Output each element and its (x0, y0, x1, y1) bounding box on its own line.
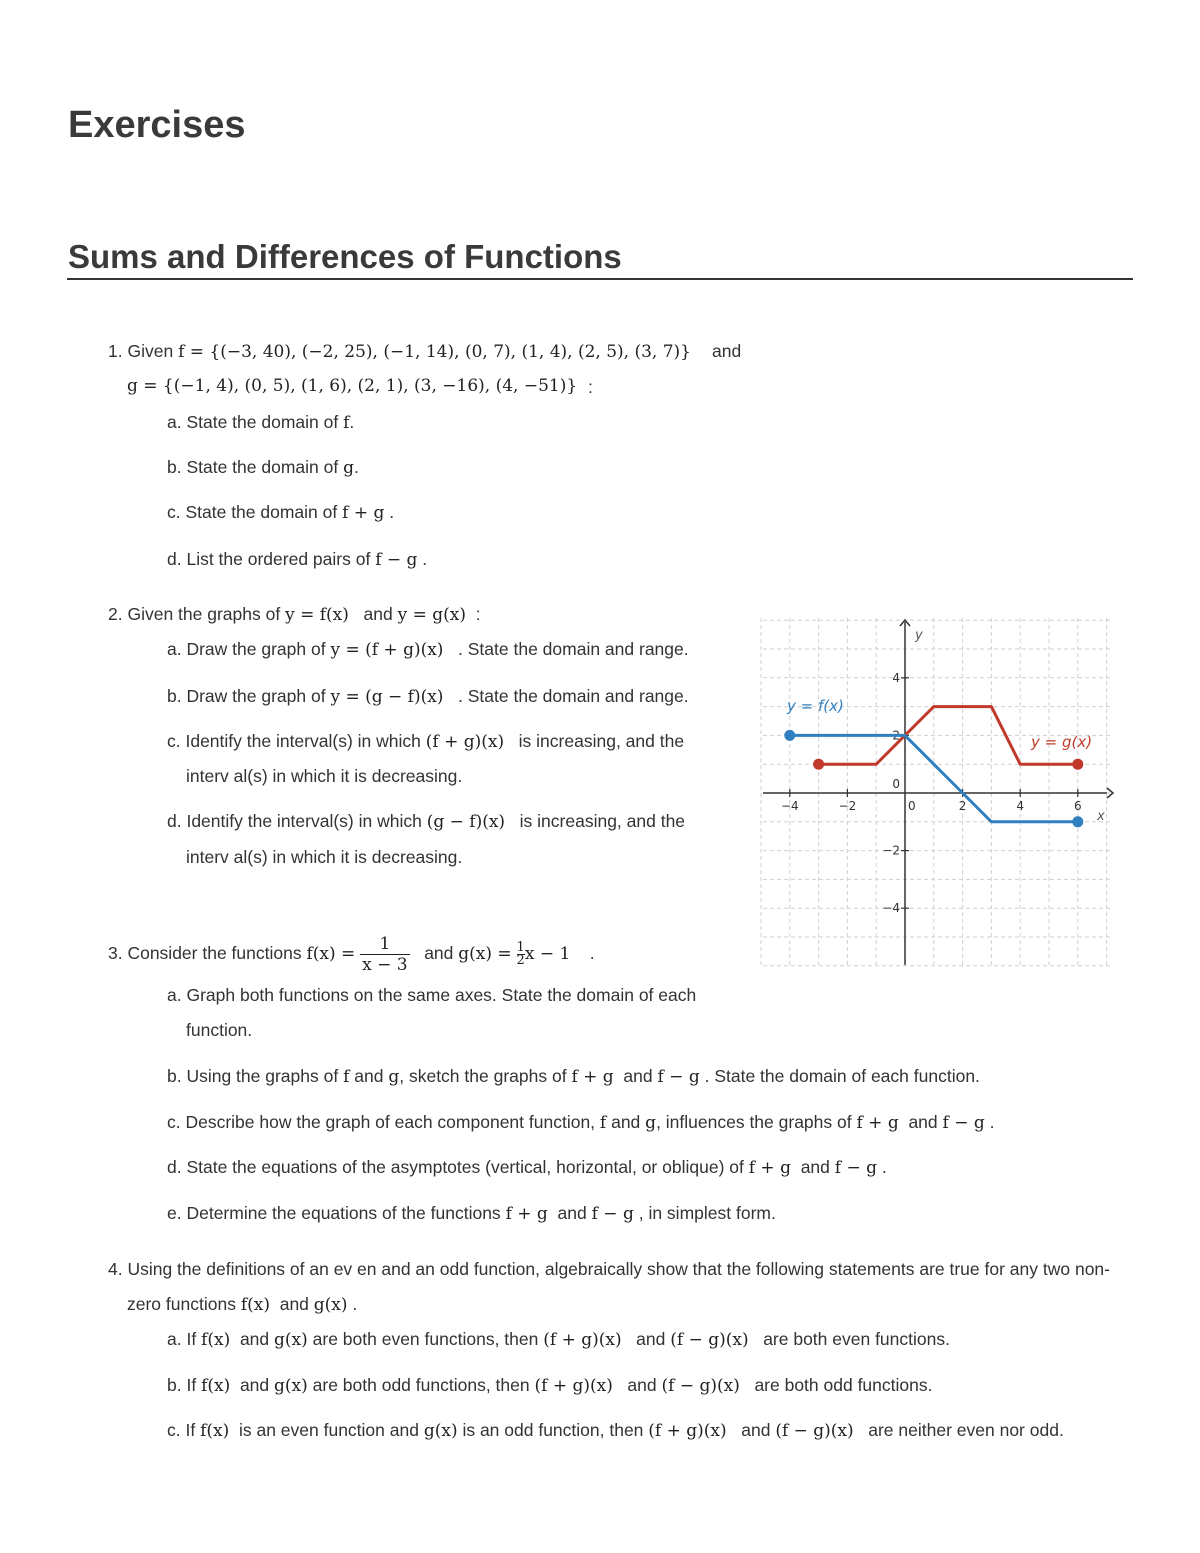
q2-b-text: b. Draw the graph of (167, 686, 326, 706)
q4-b-m1: f(x) (201, 1376, 231, 1396)
q3-c-t4: and (908, 1112, 938, 1132)
q3-prefix: 3. Consider the functions (108, 943, 302, 963)
q4-line2-t2: and (279, 1294, 309, 1314)
q1-a-math: f (343, 413, 350, 433)
q4-b-m3: (f + g)(x) (534, 1376, 613, 1396)
g-curve-endpoint (1072, 759, 1083, 770)
q3-part-c (167, 1111, 995, 1134)
q4-a-t4: and (636, 1329, 666, 1349)
q3-b-m3: f + g (571, 1067, 614, 1087)
x-tick-label: 2 (958, 799, 967, 813)
q1-c-end: . (389, 502, 395, 522)
graph-grid (761, 618, 1110, 966)
q4-b-m4: (f − g)(x) (661, 1376, 740, 1396)
q3-c-t3: , influences the graphs of (656, 1112, 852, 1132)
q3-e-t3: , in simplest form. (638, 1203, 776, 1223)
q2-d-line2: interv al(s) in which it is decreasing. (186, 847, 463, 867)
q3-and: and (424, 943, 454, 963)
q3-e-m2: f − g (591, 1204, 634, 1224)
q1-part-b (167, 456, 359, 479)
q2-c-math: (f + g)(x) (425, 732, 505, 752)
q1-a-end: . (349, 412, 355, 432)
q3-part-e (167, 1202, 776, 1225)
q4-a-t5: are both even functions. (763, 1329, 950, 1349)
q2-part-a (167, 638, 689, 661)
q3-d-t1: d. State the equations of the asymptotes (vertical, horizontal, or oblique) of (167, 1157, 744, 1177)
q3-d-t2: and (800, 1157, 830, 1177)
f-curve-label: y = f(x) (787, 697, 844, 715)
q2-d-math: (g − f)(x) (426, 812, 506, 832)
q3-c-t5: . (989, 1112, 995, 1132)
y-tick-label: 0 (892, 777, 900, 791)
q3-c-m2: g (645, 1113, 657, 1133)
q2-c-end: is increasing, and the (518, 731, 685, 751)
q1-f-definition: f = {(−3, 40), (−2, 25), (−1, 14), (0, 7), (1, 4), (2, 5), (3, 7)} (178, 342, 691, 362)
q4-b-t3: are both odd functions, then (312, 1375, 530, 1395)
q4-b-t1: b. If (167, 1375, 197, 1395)
q4-c-m4: (f − g)(x) (775, 1421, 854, 1441)
q3-b-m1: f (343, 1067, 350, 1087)
q4-a-m4: (f − g)(x) (670, 1330, 749, 1350)
q2-b-end: . State the domain and range. (458, 686, 689, 706)
g-curve-label: y = g(x) (1031, 733, 1093, 751)
q4-b-m2: g(x) (274, 1376, 308, 1396)
q1-b-end: . (354, 457, 359, 477)
q3-d-t3: . (881, 1157, 887, 1177)
q4-c-t5: are neither even nor odd. (868, 1420, 1064, 1440)
q4-line2-m2: g(x) (313, 1295, 348, 1315)
q4-part-a (167, 1328, 950, 1351)
graph-axes (763, 620, 1113, 965)
q1-d-math: f − g (375, 550, 418, 570)
q2-part-b (167, 685, 689, 708)
q2-given-line (108, 603, 481, 626)
y-tick-label: −4 (882, 901, 900, 916)
q1-and: and (712, 341, 742, 361)
q1-d-text: d. List the ordered pairs of (167, 549, 371, 569)
q3-d-m2: f − g (834, 1158, 878, 1178)
q3-c-m1: f (599, 1113, 607, 1133)
q4-c-m1: f(x) (200, 1421, 230, 1441)
q3-c-m4: f − g (942, 1113, 985, 1133)
y-tick-label: −2 (882, 843, 900, 858)
q3-e-t2: and (557, 1203, 587, 1223)
section-title: Sums and Differences of Functions (68, 238, 622, 275)
q1-b-text: b. State the domain of (167, 457, 339, 477)
q3-g-rest: x − 1 (524, 944, 571, 964)
q4-b-t4: and (627, 1375, 657, 1395)
x-axis-label: x (1097, 809, 1105, 824)
q2-colon: : (475, 604, 481, 624)
q4-c-t1: c. If (167, 1420, 196, 1440)
q4-line1: 4. Using the definitions of an ev en and an odd function, algebraically show that the following statements are true for any two non- (108, 1259, 1110, 1279)
q1-prefix: 1. Given (108, 341, 174, 361)
q4-line2-m1: f(x) (240, 1295, 270, 1315)
q4-a-t1: a. If (167, 1329, 197, 1349)
q1-given-line (108, 340, 691, 363)
q3-part-b (167, 1065, 980, 1088)
q3-f-fraction (360, 934, 409, 975)
q1-c-text: c. State the domain of (167, 502, 338, 522)
q4-line2 (127, 1293, 357, 1316)
q3-b-t2: and (354, 1066, 384, 1086)
q3-g-lhs: g(x) = (458, 944, 512, 964)
x-tick-label: 4 (1016, 799, 1025, 813)
q4-a-m3: (f + g)(x) (543, 1330, 622, 1350)
q4-a-t3: are both even functions, then (312, 1329, 539, 1349)
q2-part-d (167, 810, 685, 833)
q4-b-t2: and (239, 1375, 270, 1395)
q4-line2-t1: zero functions (127, 1294, 236, 1314)
q3-b-t4: and (623, 1066, 653, 1086)
q3-b-m4: f − g (657, 1067, 700, 1087)
q4-part-b (167, 1374, 932, 1397)
page-title: Exercises (68, 104, 246, 146)
q4-a-m2: g(x) (274, 1330, 308, 1350)
q3-part-d (167, 1156, 887, 1179)
q2-a-math: y = (f + g)(x) (330, 640, 444, 660)
q2-math-g: y = g(x) (397, 605, 466, 625)
q1-a-text: a. State the domain of (167, 412, 339, 432)
section-divider (67, 278, 1133, 280)
q4-c-t3: is an odd function, then (462, 1420, 644, 1440)
f-curve-endpoint (1072, 816, 1083, 827)
q1-part-a (167, 411, 354, 434)
y-tick-label: 2 (892, 728, 900, 743)
q3-end: . (589, 943, 595, 963)
q3-d-m1: f + g (748, 1158, 791, 1178)
q2-b-math: y = (g − f)(x) (330, 687, 444, 707)
q3-f-denominator: x − 3 (362, 954, 408, 975)
q3-g-denominator: 2 (516, 952, 525, 968)
q3-b-m2: g (388, 1067, 400, 1087)
q3-a-line2: function. (186, 1020, 253, 1040)
q2-a-end: . State the domain and range. (458, 639, 689, 659)
x-tick-label: 0 (908, 799, 916, 813)
y-axis-label: y (915, 628, 923, 643)
q4-part-c (167, 1419, 1064, 1442)
q2-c-text: c. Identify the interval(s) in which (167, 731, 421, 751)
q2-part-c (167, 730, 684, 753)
x-tick-label: 6 (1073, 799, 1082, 813)
q2-a-text: a. Draw the graph of (167, 639, 326, 659)
q2-d-text: d. Identify the interval(s) in which (167, 811, 422, 831)
q2-math-f: y = f(x) (285, 605, 349, 625)
q3-f-lhs: f(x) = (306, 944, 356, 964)
q3-g-numerator: 1 (516, 939, 525, 955)
q1-part-d (167, 548, 427, 571)
q3-e-t1: e. Determine the equations of the functions (167, 1203, 501, 1223)
q4-c-t4: and (741, 1420, 771, 1440)
q3-a-line1: a. Graph both functions on the same axes. State the domain of each (167, 985, 697, 1005)
f-curve-endpoint (784, 730, 795, 741)
q3-b-t3: , sketch the graphs of (399, 1066, 567, 1086)
q3-c-t1: c. Describe how the graph of each component function, (167, 1112, 596, 1132)
q3-given-line (108, 930, 595, 977)
q1-c-math: f + g (342, 503, 385, 523)
q3-e-m1: f + g (505, 1204, 548, 1224)
q3-c-m3: f + g (856, 1113, 899, 1133)
q1-g-definition: g = {(−1, 4), (0, 5), (1, 6), (2, 1), (3, −16), (4, −51)} (127, 376, 578, 396)
q3-f-numerator: 1 (379, 933, 391, 954)
q2-c-line2: interv al(s) in which it is decreasing. (186, 766, 463, 786)
g-curve-endpoint (813, 759, 824, 770)
q2-and: and (363, 604, 393, 624)
function-graph (755, 610, 1125, 970)
x-tick-label: −2 (838, 799, 857, 813)
q4-line2-t3: . (352, 1294, 358, 1314)
q4-c-m2: g(x) (423, 1421, 458, 1441)
q1-part-c (167, 501, 394, 524)
q3-b-t5: . State the domain of each function. (704, 1066, 980, 1086)
y-tick-label: 4 (892, 670, 900, 685)
q3-b-t1: b. Using the graphs of (167, 1066, 339, 1086)
q3-c-t2: and (611, 1112, 641, 1132)
q1-colon: : (588, 377, 593, 397)
q4-b-t5: are both odd functions. (754, 1375, 933, 1395)
q4-a-t2: and (239, 1329, 270, 1349)
q4-c-m3: (f + g)(x) (648, 1421, 727, 1441)
q3-g-fraction (516, 939, 525, 968)
q2-prefix: 2. Given the graphs of (108, 604, 281, 624)
q4-c-t2: is an even function and (238, 1420, 419, 1440)
q1-b-math: g (343, 458, 354, 478)
q2-d-end: is increasing, and the (519, 811, 686, 831)
x-tick-label: −4 (780, 799, 799, 813)
q1-d-end: . (422, 549, 428, 569)
q4-a-m1: f(x) (201, 1330, 231, 1350)
